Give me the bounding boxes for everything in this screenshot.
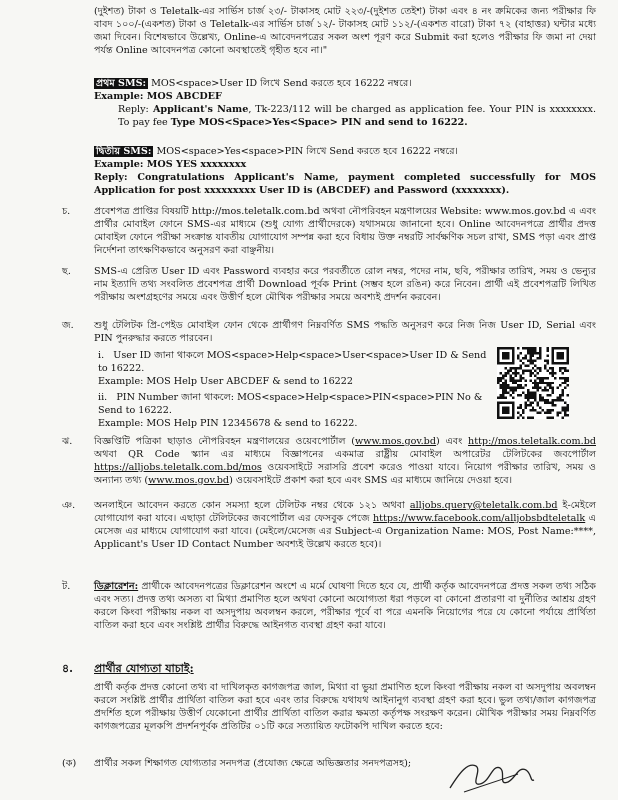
alljobs-query-email-link[interactable]: alljobs.query@teletalk.com.bd <box>409 500 558 511</box>
second-sms-block: দ্বিতীয় SMS: MOS<space>Yes<space>PIN লিখে Send করতে হবে 16222 নম্বরে। Example: MOS YES xxxxxxxx Reply: Congratulations Applicant's Name, payment completed successfully for MOS Application for post xxxxxxxxx User ID is (ABCDEF) and Password (xxxxxxxx). <box>94 146 596 196</box>
alljobs-mos-link[interactable]: https://alljobs.teletalk.com.bd/mos <box>94 461 262 473</box>
mos-website-link-2[interactable]: www.mos.gov.bd <box>148 474 230 486</box>
qr-code-icon[interactable] <box>497 347 569 419</box>
item-nya-text: অনলাইনে আবেদন করতে কোন সমস্যা হলে টেলিটক নম্বর থেকে ১২১ অথবা alljobs.query@teletalk.com.bd ই-মেইলে যোগাযোগ করা যাবে। এছাড়া টেলিটকের জবপোর্টাল এর ফেসবুক পেজে https://www.facebook.com/alljobsbdteletalk এ মেসেজ এর মাধ্যমে যোগাযোগ করা যাবে। (মেইলে/মেসেজ এর Subject-এ Organization Name: MOS, Post Name:****, Applicant's User ID Contact Number অবশ্যই উল্লেখ করতে হবে)। <box>94 500 596 550</box>
section-number: ৪. <box>62 662 73 675</box>
item-jha-text: বিজ্ঞপ্তিটি পত্রিকা ছাড়াও নৌপরিবহন মন্ত্রণালয়ের ওয়েবপোর্টাল (www.mos.gov.bd) এবং http://mos.teletalk.com.bd অথবা QR Code স্ক্যান এর মাধ্যমে বিজ্ঞাপনের একমাত্র রাষ্ট্রীয় মোবাইল অপারেটর টেলিটকের জবপোর্টাল https://alljobs.teletalk.com.bd/mos ওয়েবসাইটে সরাসরি প্রবেশ করেও পাওয়া যাবে। নিয়োগ পরীক্ষার তারিখ, সময় ও অন্যান্য তথ্য (www.mos.gov.bd) ওয়েবসাইটে প্রকাশ করা হবে এবং SMS এর মাধ্যমে জানিয়ে দেওয়া হবে। <box>94 436 596 486</box>
signature-icon <box>446 752 536 796</box>
first-sms-example: Example: MOS ABCDEF <box>94 90 222 102</box>
item-ja-text: শুধু টেলিটক প্রি-পেইড মোবাইল ফোন থেকে প্রার্থীগণ নিম্নবর্ণিত SMS পদ্ধতি অনুসরণ করে নিজ নিজ User ID, Serial এবং PIN পুনরুদ্ধার করতে পারবেন। <box>94 320 596 344</box>
second-sms-example: Example: MOS YES xxxxxxxx <box>94 158 247 170</box>
section-text: প্রার্থী কর্তৃক প্রদত্ত কোনো তথ্য বা দাখিলকৃত কাগজপত্র জাল, মিথ্যা বা ভুয়া প্রমাণিত হলে কিংবা পরীক্ষায় নকল বা অসদুপায় অবলম্বন করলে সংশ্লিষ্ট প্রার্থীর প্রার্থিতা বাতিল করা হবে এবং তার বিরুদ্ধে যথাযথ আইনানুগ ব্যবস্থা গ্রহণ করা হবে। ভুল তথ্য/জাল কাগজপত্র প্রদর্শিত হলে পরীক্ষায় উত্তীর্ণ যেকোনো প্রার্থীর প্রার্থিতা বাতিল করার ক্ষমতা কর্তৃপক্ষ সংরক্ষণ করেন। মৌখিক পরীক্ষার সময় নিম্নবর্ণিত কাগজপত্রের মূলকপি প্রদর্শনপূর্বক প্রতিটির ০১টি করে সত্যায়িত ফটোকপি দাখিল করতে হবে: <box>94 682 596 732</box>
item-jha-marker: ঝ. <box>62 436 73 447</box>
recover-user-id: i. User ID জানা থাকলে MOS<space>Help<space>User<space>User ID & Send to 16222. Example: MOS Help User ABCDEF & send to 16222 <box>98 350 487 387</box>
item-nya-marker: ঞ. <box>62 500 76 511</box>
sub-item-ka-marker: (ক) <box>62 758 77 769</box>
item-ja-marker: জ. <box>62 320 74 331</box>
item-cha-text: প্রবেশপত্র প্রাপ্তির বিষয়টি http://mos.teletalk.com.bd অথবা নৌপরিবহন মন্ত্রণালয়ের Website: www.mos.gov.bd এ এবং প্রার্থীর মোবাইল ফোনে SMS-এর মাধ্যমে (শুধু যোগ্য প্রার্থীদেরকে) যথাসময়ে জানানো হবে। Online আবেদনপত্রে প্রার্থীর প্রদত্ত মোবাইল ফোনে পরীক্ষা সংক্রান্ত যাবতীয় যোগাযোগ সম্পন্ন করা হবে বিধায় উক্ত নম্বরটি সার্বক্ষণিক সচল রাখা, SMS পড়া এবং প্রাপ্ত নির্দেশনা তাৎক্ষণিকভাবে অনুসরণ করা বাঞ্ছনীয়। <box>94 206 596 256</box>
mos-website-link[interactable]: www.mos.gov.bd <box>355 436 436 447</box>
teletalk-mos-link[interactable]: http://mos.teletalk.com.bd <box>468 436 596 447</box>
item-ta-text: ডিক্লারেশন: প্রার্থীকে আবেদনপত্রের ডিক্লারেশন অংশে এ মর্মে ঘোষণা দিতে হবে যে, প্রার্থী কর্তৃক আবেদনপত্রে প্রদত্ত সকল তথ্য সঠিক এবং সত্য। প্রদত্ত তথ্য অসত্য বা মিথ্যা প্রমাণিত হলে অথবা কোনো অযোগ্যতা ধরা পড়লে বা কোনো প্রতারণা বা দুর্নীতির আশ্রয় গ্রহণ করলে কিংবা পরীক্ষায় নকল বা অসদুপায় অবলম্বন করলে, পরীক্ষার পূর্বে বা পরে এমনকি নিয়োগের পরে যে কোনো পর্যায়ে প্রার্থিতা বাতিল করা হবে এবং সংশ্লিষ্ট প্রার্থীর বিরুদ্ধে আইনগত ব্যবস্থা গ্রহণ করা যাবে। <box>94 581 596 631</box>
first-sms-label: প্রথম SMS: <box>96 78 147 89</box>
item-chha-marker: ছ. <box>62 266 71 277</box>
sub-item-ka-text: প্রার্থীর সকল শিক্ষাগত যোগ্যতার সনদপত্র (প্রযোজ্য ক্ষেত্রে অভিজ্ঞতার সনদপত্রসহ); <box>94 758 412 769</box>
second-sms-label: দ্বিতীয় SMS: <box>96 146 152 157</box>
facebook-page-link[interactable]: https://www.facebook.com/alljobsbdteletalk <box>372 512 586 524</box>
item-chha-text: SMS-এ প্রেরিত User ID এবং Password ব্যবহার করে পরবর্তীতে রোল নম্বর, পদের নাম, ছবি, পরীক্ষার তারিখ, সময় ও ভেন্যুর নাম ইত্যাদি তথ্য সংবলিত প্রবেশপত্র প্রার্থী Download পূর্বক Print (সম্ভব হলে রঙিন) করে নিবেন। প্রার্থী এই প্রবেশপত্রটি লিখিত পরীক্ষায় অংশগ্রহণের সময়ে এবং উত্তীর্ণ হলে মৌখিক পরীক্ষার সময়ে অবশ্যই প্রদর্শন করবেন। <box>94 266 596 303</box>
declaration-label: ডিক্লারেশন: <box>94 581 139 592</box>
item-cha-marker: চ. <box>62 206 71 217</box>
fee-paragraph: (দুইশত) টাকা ও Teletalk-এর সার্ভিস চার্জ ২৩/- টাকাসহ মোট ২২৩/-(দুইশত তেইশ) টাকা এবং ৪ নং ক্রমিকের জন্য পরীক্ষার ফি বাবদ ১০০/-(একশত) টাকা ও Teletalk-এর সার্ভিস চার্জ ১২/- টাকাসহ মোট ১১২/-(একশত বারো) টাকা ৭২ (বাহাত্তর) ঘন্টার মধ্যে জমা দিবেন। বিশেষভাবে উল্লেখ্য, Online-এ আবেদনপত্রের সকল অংশ পূরণ করে Submit করা হলেও পরীক্ষার ফি জমা না দেয়া পর্যন্ত Online আবেদনপত্র কোনো অবস্থাতেই গৃহীত হবে না।" <box>94 6 596 56</box>
section-title: প্রার্থীর যোগ্যতা যাচাই: <box>94 662 194 675</box>
second-sms-reply: Reply: Congratulations Applicant's Name, payment completed successfully for MOS Application for post xxxxxxxxx User ID is (ABCDEF) and Password (xxxxxxxx). <box>94 171 596 196</box>
first-sms-block: প্রথম SMS: MOS<space>User ID লিখে Send করতে হবে 16222 নম্বরে। Example: MOS ABCDEF Reply: Applicant's Name, Tk-223/112 will be charged as application fee. Your PIN is xxxxxxxx. To pay fee Type MOS<Space>Yes<Space> PIN and send to 16222. <box>94 78 596 128</box>
item-ta-marker: ট. <box>62 581 71 592</box>
first-sms-reply: Reply: Applicant's Name, Tk-223/112 will be charged as application fee. Your PIN is xxxxxxxx. To pay fee Type MOS<Space>Yes<Space> PIN and send to 16222. <box>118 103 596 128</box>
recover-pin: ii. PIN Number জানা থাকলে: MOS<space>Help<space>PIN<space>PIN No & Send to 16222. Example: MOS Help PIN 12345678 & send to 16222. <box>98 392 483 429</box>
